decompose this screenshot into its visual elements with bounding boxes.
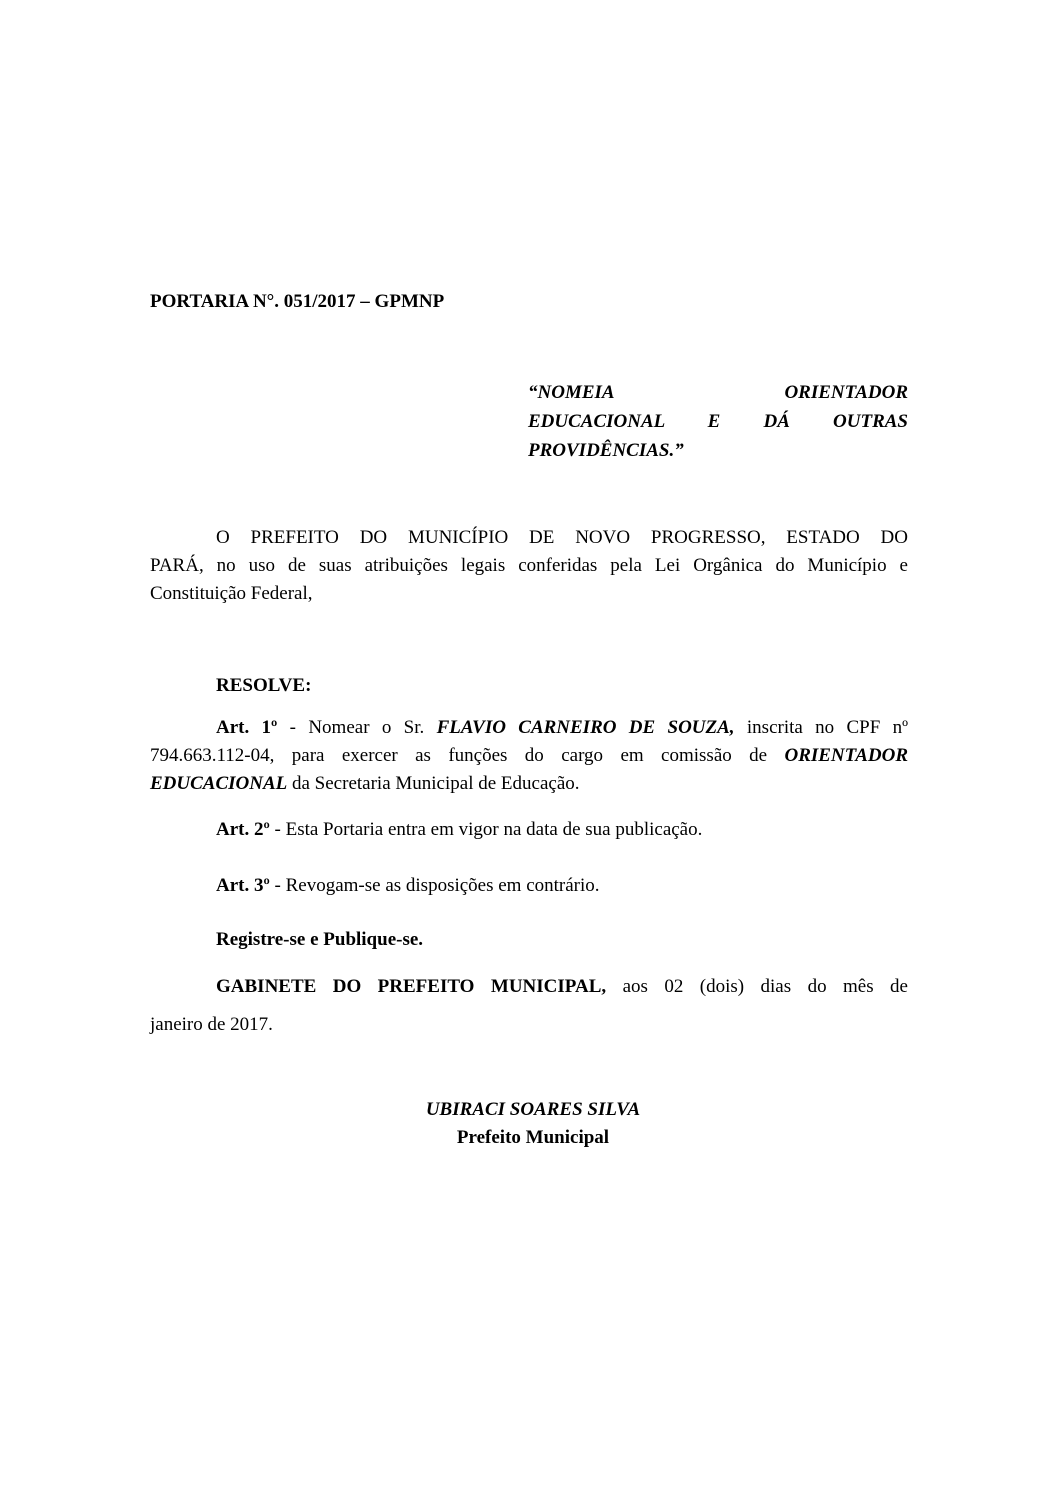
registre-line: Registre-se e Publique-se. [216, 929, 424, 950]
ementa-line: EDUCACIONAL E DÁ OUTRAS [528, 411, 908, 432]
nominee-name: FLAVIO CARNEIRO DE SOUZA, [436, 717, 735, 738]
article-1-line [150, 770, 908, 798]
gabinete-paragraph [150, 968, 908, 1044]
portaria-title: PORTARIA N°. 051/2017 – GPMNP [150, 291, 445, 312]
article-label: Art. 1º [216, 717, 278, 738]
preamble-line: PARÁ, no uso de suas atribuições legais conferidas pela Lei Orgânica do Município e [150, 555, 908, 576]
article-2 [216, 816, 702, 844]
signatory-role-text: Prefeito Municipal [456, 1127, 610, 1148]
signatory-name-text: UBIRACI SOARES SILVA [425, 1099, 641, 1120]
signatory-name [0, 1096, 1058, 1124]
article-label: Art. 2º [216, 819, 270, 840]
preamble-paragraph [150, 524, 908, 608]
preamble-line: Constituição Federal, [150, 583, 313, 604]
article-label: Art. 3º [216, 875, 270, 896]
article-text: - Esta Portaria entra em vigor na data de sua publicação. [269, 819, 703, 840]
article-1-line [150, 714, 908, 742]
cargo-name: EDUCACIONAL [150, 773, 288, 794]
ementa [528, 378, 908, 465]
article-text: - Revogam-se as disposições em contrário. [269, 875, 600, 896]
ementa-line: PROVIDÊNCIAS.” [528, 440, 684, 461]
signatory-role [0, 1124, 1058, 1152]
article-1-line [150, 742, 908, 770]
article-text: - Nomear o Sr. [277, 717, 437, 738]
article-text: inscrita no CPF nº [734, 717, 908, 738]
gabinete-label: GABINETE DO PREFEITO MUNICIPAL, [216, 976, 607, 997]
gabinete-line [150, 968, 908, 1006]
article-text: da Secretaria Municipal de Educação. [287, 773, 580, 794]
article-3 [216, 872, 600, 900]
article-text: 794.663.112-04, para exercer as funções do cargo em comissão de [150, 745, 785, 766]
ementa-line: “NOMEIA ORIENTADOR [528, 382, 908, 403]
cargo-name: ORIENTADOR [784, 745, 908, 766]
preamble-line: O PREFEITO DO MUNICÍPIO DE NOVO PROGRESSO, ESTADO DO [216, 527, 908, 548]
resolve-heading: RESOLVE: [216, 675, 312, 696]
gabinete-line: janeiro de 2017. [150, 1014, 273, 1035]
gabinete-text: aos 02 (dois) dias do mês de [606, 976, 908, 997]
article-1 [150, 714, 908, 798]
